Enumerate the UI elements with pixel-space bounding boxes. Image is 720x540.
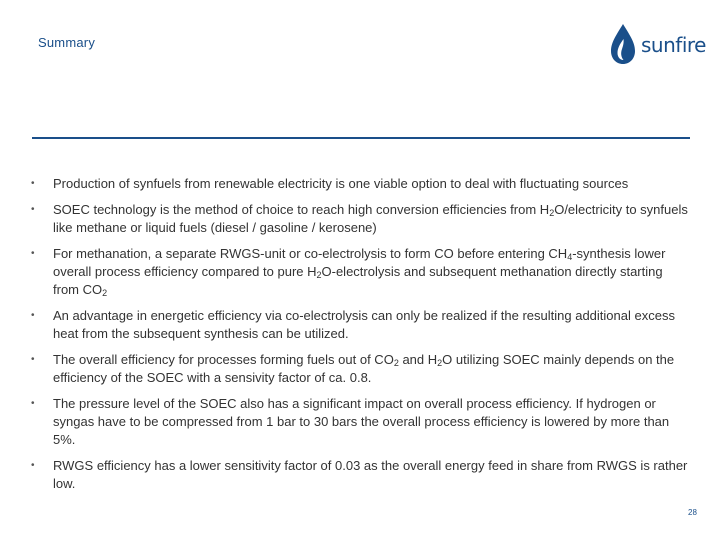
subscript: 2	[549, 208, 555, 218]
bullet-text: O utilizing SOEC mainly depends on the efficiency of the SOEC with a sensivity factor of ca. 0.8.	[53, 352, 675, 385]
bullet-item	[30, 245, 690, 299]
bullet-text: An advantage in energetic efficiency via co-electrolysis can only be realized if the resulting additional excess heat from the subsequent synthesis can be utilized.	[53, 308, 675, 341]
subscript: 2	[102, 288, 108, 298]
bullet-text: SOEC technology is the method of choice to reach high conversion efficiencies from H	[53, 202, 550, 217]
sunfire-logo	[608, 22, 706, 66]
bullet-item	[30, 201, 690, 237]
bullet-item	[30, 457, 690, 493]
bullet-text: Production of synfuels from renewable electricity is one viable option to deal with fluctuating sources	[53, 176, 629, 191]
bullet-text: -synthesis lower overall process efficiency compared to pure H	[53, 246, 666, 279]
bullet-item	[30, 175, 690, 193]
bullet-text: and H	[398, 352, 438, 367]
bullet-text: O-electrolysis and subsequent methanation directly starting from CO	[53, 264, 663, 297]
bullet-item	[30, 307, 690, 343]
bullet-item	[30, 351, 690, 387]
bullet-text: RWGS efficiency has a lower sensitivity factor of 0.03 as the overall energy feed in share from RWGS is rather low.	[53, 458, 688, 491]
bullet-item	[30, 395, 690, 449]
bullet-text: The overall efficiency for processes forming fuels out of CO	[53, 352, 394, 367]
subscript: 4	[567, 252, 573, 262]
bullet-text: O/electricity to synfuels like methane or liquid fuels (diesel / gasoline / kerosene)	[53, 202, 688, 235]
slide-title: Summary	[38, 35, 96, 50]
title-divider	[32, 137, 690, 139]
flame-drop-icon	[608, 22, 638, 66]
bullet-text: The pressure level of the SOEC also has a significant impact on overall process efficiency. If hydrogen or syngas have to be compressed from 1 bar to 30 bars the overall process efficiency is lowered by more than 5%.	[53, 396, 670, 447]
subscript: 2	[393, 358, 399, 368]
page-number: 28	[688, 508, 697, 517]
subscript: 2	[437, 358, 443, 368]
subscript: 2	[316, 270, 322, 280]
bullet-text: For methanation, a separate RWGS-unit or co-electrolysis to form CO before entering CH	[53, 246, 568, 261]
logo-wordmark: sunfire	[641, 33, 706, 57]
bullet-list	[30, 175, 690, 501]
